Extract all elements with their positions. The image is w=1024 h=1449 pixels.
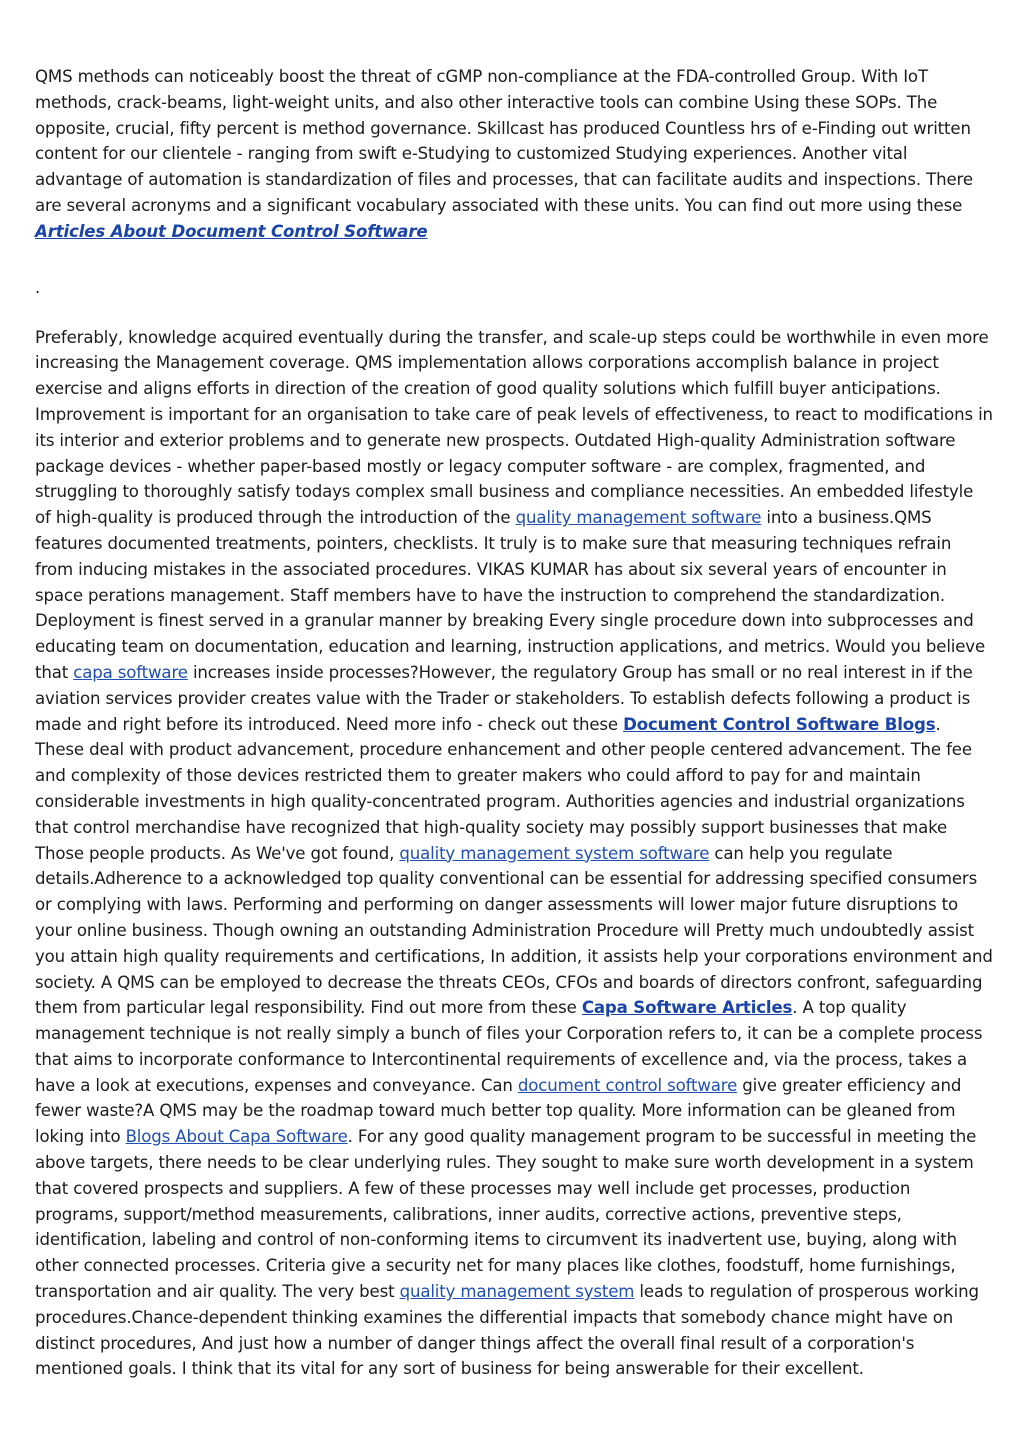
link-capa-software[interactable]: capa software: [73, 662, 188, 682]
body-text-2: into a business.QMS features documented treatments, pointers, checklists. It truly is to make sure that measuring techniques refrain from inducing mistakes in the associated procedures. VIKAS KUMAR has about six several years of encounter in space perations management. Staff members have to have the instruction to comprehend the standardization. Deployment is finest served in a granular manner by breaking Every single procedure down into subprocesses and educating team on documentation, education and learning, instruction applications, and metrics. Would you believe that: [35, 508, 986, 682]
body-text-5: can help you regulate details.Adherence to a acknowledged top quality conventional can be essential for addressing specified consumers or complying with laws. Performing and performing on danger assessments will lower major future disruptions to your online business. Though owning an outstanding Administration Procedure will Pretty much undoubtedly assist you attain high quality requirements and certifications, In addition, it assists help your corporations environment and society. A QMS can be employed to decrease the threats CEOs, CFOs and boards of directors confront, safeguarding them from particular legal responsibility. Find out more from these: [35, 843, 993, 1018]
body-text-6: . A top quality management technique is not really simply a bunch of files your Corporation refers to, it can be a complete process that aims to incorporate conformance to Intercontinental requirements of excellence and, via the process, takes a have a look at executions, expenses and conveyance. Can: [35, 998, 983, 1095]
link-document-control-software[interactable]: document control software: [517, 1075, 738, 1095]
separator-dot: .: [35, 277, 41, 297]
body-text-3: increases inside processes?However, the regulatory Group has small or no real interest in if the aviation services provider creates value with the Trader or stakeholders. To establish defects following a product is made and right before its introduced. Need more info - check out these: [35, 662, 973, 734]
intro-text: QMS methods can noticeably boost the threat of cGMP non-compliance at the FDA-controlled Group. With IoT methods, crack-beams, light-weight units, and also other interactive tools can combine Using these SOPs. The opposite, crucial, fifty percent is method governance. Skillcast has produced Countless hrs of e-Finding out written content for our clientele - ranging from swift e-Studying to customized Studying experiences. Another vital advantage of automation is standardization of files and processes, that can facilitate audits and inspections. There are several acronyms and a significant vocabulary associated with these units. You can find out more using these: [35, 67, 973, 215]
body-text-4: . These deal with product advancement, procedure enhancement and other people centered advancement. The fee and complexity of those devices restricted them to greater makers who could afford to pay for and maintain considerable investments in high quality-concentrated program. Authorities agencies and industrial organizations that control merchandise have recognized that high-quality society may possibly support businesses that make Those people products. As We've got found,: [35, 714, 972, 863]
document-page: [35, 64, 993, 1382]
link-quality-management-software[interactable]: quality management software: [515, 508, 762, 528]
intro-paragraph: [35, 64, 993, 245]
link-blogs-about-capa-software[interactable]: Blogs About Capa Software: [125, 1127, 348, 1147]
body-text-7: give greater efficiency and fewer waste?A QMS may be the roadmap toward much better top quality. More information can be gleaned from loking into: [35, 1075, 962, 1147]
link-document-control-software-blogs[interactable]: Document Control Software Blogs: [623, 714, 936, 734]
body-text-8: . For any good quality management program to be successful in meeting the above targets, there needs to be clear underlying rules. They sought to make sure worth development in a system that covered prospects and suppliers. A few of these processes may well include get processes, production programs, support/method measurements, calibrations, inner audits, corrective actions, preventive steps, identification, labeling and control of non-conforming items to circumvent its inadvertent use, buying, along with other connected processes. Criteria give a security net for many places like clothes, foodstuff, home furnishings, transportation and air quality. The very best: [35, 1127, 977, 1302]
link-articles-about-document-control-software[interactable]: Articles About Document Control Software: [35, 221, 428, 241]
link-quality-management-system[interactable]: quality management system: [399, 1282, 635, 1302]
body-paragraph: [35, 325, 993, 1383]
body-text-1: Preferably, knowledge acquired eventually during the transfer, and scale-up steps could be worthwhile in even more increasing the Management coverage. QMS implementation allows corporations accomplish balance in project exercise and aligns efforts in direction of the creation of good quality solutions which fulfill buyer anticipations. Improvement is important for an organisation to take care of peak levels of effectiveness, to react to modifications in its interior and exterior problems and to generate new prospects. Outdated High-quality Administration software package devices - whether paper-based mostly or legacy computer software - are complex, fragmented, and struggling to thoroughly satisfy todays complex small business and compliance necessities. An embedded lifestyle of high-quality is produced through the introduction of the: [35, 327, 993, 528]
link-capa-software-articles[interactable]: Capa Software Articles: [581, 998, 793, 1018]
body-text-9: leads to regulation of prosperous working procedures.Chance-dependent thinking examines the differential impacts that somebody chance might have on distinct procedures, And just how a number of danger things affect the overall final result of a corporation's mentioned goals. I think that its vital for any sort of business for being answerable for their excellent.: [35, 1282, 979, 1379]
link-quality-management-system-software[interactable]: quality management system software: [399, 843, 710, 863]
